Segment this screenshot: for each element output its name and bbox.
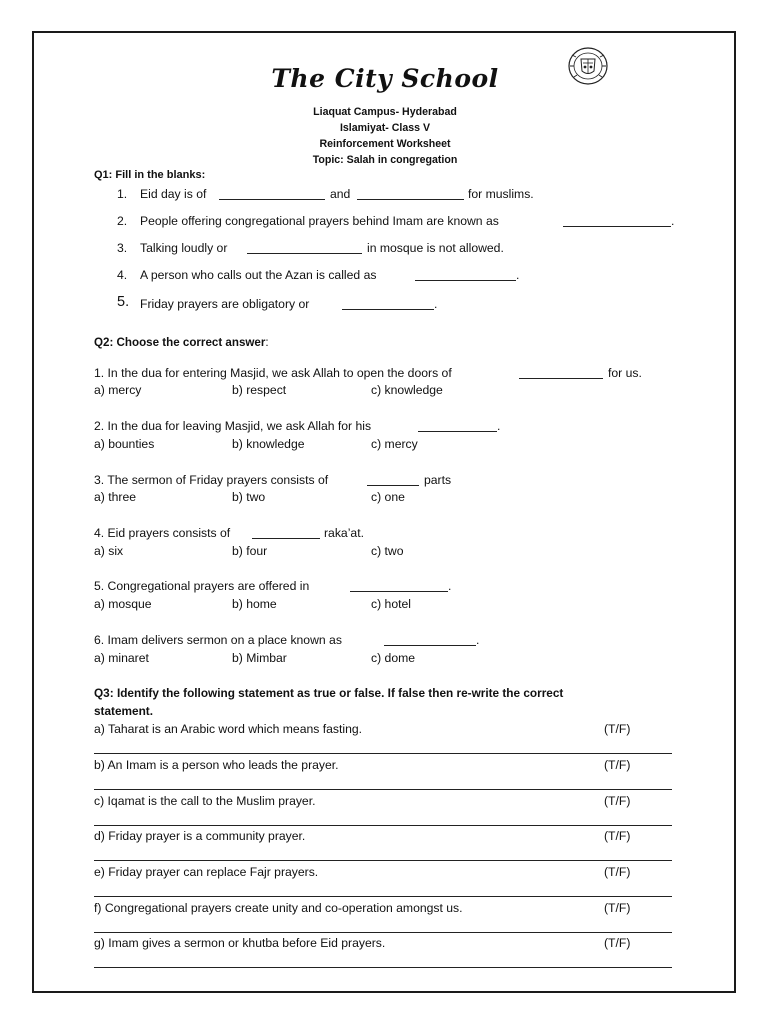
- true-false-marker[interactable]: (T/F): [604, 901, 631, 915]
- q2-question: .: [497, 419, 501, 433]
- answer-blank[interactable]: [384, 645, 476, 646]
- answer-blank[interactable]: [252, 538, 320, 539]
- q2-option[interactable]: c) hotel: [371, 597, 411, 611]
- q2-question: raka’at.: [324, 526, 364, 540]
- true-false-marker[interactable]: (T/F): [604, 936, 631, 950]
- q2-question: 1. In the dua for entering Masjid, we ask Allah to open the doors of: [94, 366, 452, 380]
- answer-blank[interactable]: [519, 378, 603, 379]
- q2-option[interactable]: a) six: [94, 544, 124, 558]
- answer-blank[interactable]: [247, 253, 362, 254]
- q2-option[interactable]: b) four: [232, 544, 268, 558]
- q3-statement: g) Imam gives a sermon or khutba before Eid prayers.: [94, 936, 386, 950]
- q2-option[interactable]: b) two: [232, 490, 266, 504]
- q2-option[interactable]: b) Mimbar: [232, 651, 287, 665]
- q2-question: .: [448, 579, 452, 593]
- campus-line: Liaquat Campus- Hyderabad: [313, 106, 457, 118]
- q2-question: for us.: [608, 366, 642, 380]
- q2-option[interactable]: c) dome: [371, 651, 416, 665]
- q1-item-text: A person who calls out the Azan is called as: [140, 268, 377, 282]
- topic-line: Topic: Salah in congregation: [312, 154, 458, 166]
- rewrite-line[interactable]: [94, 789, 672, 790]
- q1-item-text: People offering congregational prayers behind Imam are known as: [140, 214, 499, 228]
- q2-title: [94, 336, 269, 349]
- q1-item-text: Talking loudly or: [140, 241, 228, 255]
- answer-blank[interactable]: [342, 309, 434, 310]
- q1-title: Q1: Fill in the blanks:: [94, 169, 206, 181]
- q2-option[interactable]: c) one: [371, 490, 405, 504]
- q2-question: 3. The sermon of Friday prayers consists of: [94, 473, 329, 487]
- q2-title-colon: :: [265, 336, 269, 349]
- q2-option[interactable]: c) knowledge: [371, 383, 443, 397]
- q2-question: parts: [424, 473, 452, 487]
- q1-item-number: 4.: [117, 268, 128, 282]
- q2-option[interactable]: b) knowledge: [232, 437, 305, 451]
- rewrite-line[interactable]: [94, 896, 672, 897]
- rewrite-line[interactable]: [94, 860, 672, 861]
- q2-question: .: [476, 633, 480, 647]
- q1-item-number: 5.: [117, 294, 130, 310]
- answer-blank[interactable]: [418, 431, 497, 432]
- q1-item-text: Eid day is of: [140, 187, 207, 201]
- answer-blank[interactable]: [367, 485, 419, 486]
- worksheet-line: Reinforcement Worksheet: [319, 138, 451, 150]
- true-false-marker[interactable]: (T/F): [604, 722, 631, 736]
- answer-blank[interactable]: [219, 199, 325, 200]
- true-false-marker[interactable]: (T/F): [604, 758, 631, 772]
- rewrite-line[interactable]: [94, 967, 672, 968]
- q2-option[interactable]: a) mosque: [94, 597, 152, 611]
- q1-item-text: .: [434, 297, 438, 311]
- q3-statement: c) Iqamat is the call to the Muslim prayer.: [94, 794, 316, 808]
- q1-item-text: .: [516, 268, 520, 282]
- q1-item-text: .: [671, 214, 675, 228]
- q2-option[interactable]: a) three: [94, 490, 137, 504]
- true-false-marker[interactable]: (T/F): [604, 829, 631, 843]
- true-false-marker[interactable]: (T/F): [604, 865, 631, 879]
- q1-item-number: 2.: [117, 214, 128, 228]
- answer-blank[interactable]: [415, 280, 516, 281]
- rewrite-line[interactable]: [94, 753, 672, 754]
- q3-title: Q3: Identify the following statement as true or false. If false then re-write the correct: [94, 686, 564, 700]
- answer-blank[interactable]: [350, 591, 448, 592]
- q1-item-number: 1.: [117, 187, 128, 201]
- school-name: The City School: [271, 64, 499, 93]
- subject-line: Islamiyat- Class V: [339, 122, 431, 134]
- q3-title-continued: statement.: [94, 704, 154, 718]
- q2-option[interactable]: b) home: [232, 597, 277, 611]
- rewrite-line[interactable]: [94, 825, 672, 826]
- true-false-marker[interactable]: (T/F): [604, 794, 631, 808]
- q2-question: 6. Imam delivers sermon on a place known as: [94, 633, 342, 647]
- q3-statement: e) Friday prayer can replace Fajr prayers.: [94, 865, 319, 879]
- q2-question: 4. Eid prayers consists of: [94, 526, 231, 540]
- q3-statement: b) An Imam is a person who leads the prayer.: [94, 758, 339, 772]
- q3-statement: a) Taharat is an Arabic word which means fasting.: [94, 722, 363, 736]
- q2-title-text: Q2: Choose the correct answer: [94, 336, 266, 349]
- q1-item-text: and: [330, 187, 351, 201]
- q2-question: 5. Congregational prayers are offered in: [94, 579, 310, 593]
- q2-option[interactable]: c) mercy: [371, 437, 418, 451]
- q1-item-text: for muslims.: [468, 187, 534, 201]
- answer-blank[interactable]: [357, 199, 464, 200]
- q2-question: 2. In the dua for leaving Masjid, we ask Allah for his: [94, 419, 372, 433]
- q1-item-text: in mosque is not allowed.: [367, 241, 504, 255]
- q2-option[interactable]: c) two: [371, 544, 404, 558]
- q3-statement: f) Congregational prayers create unity and co-operation amongst us.: [94, 901, 463, 915]
- q2-option[interactable]: a) mercy: [94, 383, 142, 397]
- q1-item-number: 3.: [117, 241, 128, 255]
- rewrite-line[interactable]: [94, 932, 672, 933]
- q2-option[interactable]: a) bounties: [94, 437, 155, 451]
- q3-statement: d) Friday prayer is a community prayer.: [94, 829, 306, 843]
- q2-option[interactable]: a) minaret: [94, 651, 149, 665]
- q2-option[interactable]: b) respect: [232, 383, 287, 397]
- answer-blank[interactable]: [563, 226, 671, 227]
- q1-item-text: Friday prayers are obligatory or: [140, 297, 310, 311]
